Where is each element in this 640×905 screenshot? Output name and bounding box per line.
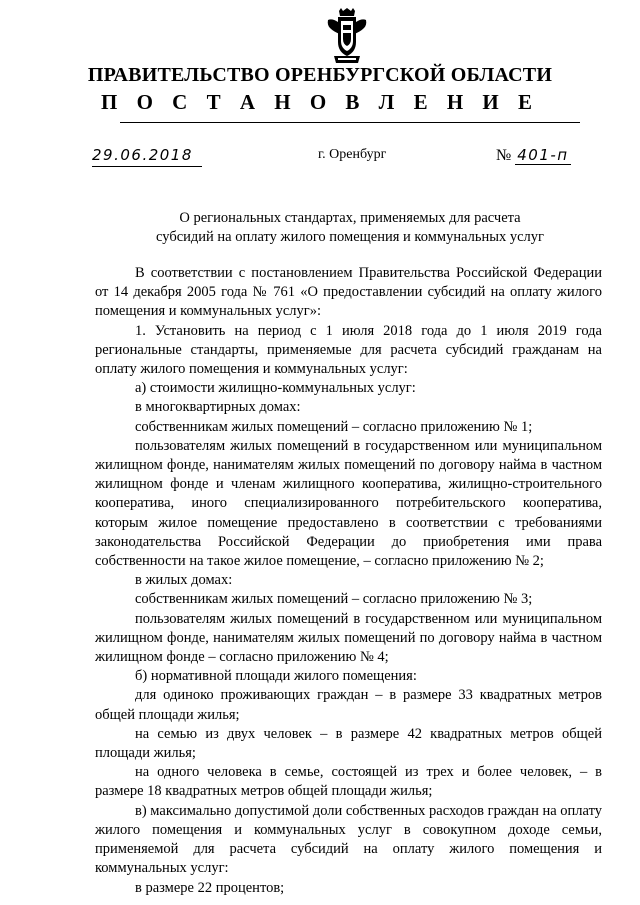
paragraph: собственникам жилых помещений – согласно приложению № 1; <box>135 418 533 435</box>
date-field <box>92 146 202 167</box>
paragraph: пользователям жилых помещений в государственном или муниципальном жилищном фонде, нанимателям жилых помещений по договору найма в частном жилищном фонде и членам жилищного кооператива, жилищно-строительного кооператива, иного специализированного потребительского кооператива, которым жилое помещение предоставлено в соответствии с требованиями законодательства Российской Федерации до приобретения ими права собственности на такое жилое помещение, – согласно приложению № 2; <box>95 437 602 570</box>
city: г. Оренбург <box>318 147 387 162</box>
next-page-bleed <box>20 893 620 899</box>
number-label: № <box>496 147 512 164</box>
document-number: 401-п <box>517 146 569 164</box>
document-body <box>95 264 602 898</box>
paragraph: на одного человека в семье, состоящей из трех и более человек, – в размере 18 квадратных метров общей площади жилья; <box>95 764 602 800</box>
document-subject <box>120 209 580 247</box>
coat-of-arms-icon <box>326 8 368 64</box>
header-divider <box>120 122 580 123</box>
paragraph: в размере 22 процентов; <box>135 879 285 896</box>
paragraph: а) стоимости жилищно-коммунальных услуг: <box>135 380 416 397</box>
paragraph: в) максимально допустимой доли собственных расходов граждан на оплату жилого помещения и коммунальных услуг в совокупном доходе семьи, применяемой для расчета субсидий на оплату жилого помещения и коммунальных услуг: <box>95 802 602 877</box>
document-date: 29.06.2018 <box>92 146 193 164</box>
paragraph: 1. Установить на период с 1 июля 2018 года до 1 июля 2019 года региональные стандарты, применяемые для расчета субсидий гражданам на оплату жилого помещения и коммунальных услуг: <box>95 322 602 378</box>
subject-line: субсидий на оплату жилого помещения и коммунальных услуг <box>156 229 544 245</box>
paragraph: собственникам жилых помещений – согласно приложению № 3; <box>135 591 533 608</box>
government-title: ПРАВИТЕЛЬСТВО ОРЕНБУРГСКОЙ ОБЛАСТИ <box>87 64 553 86</box>
paragraph: б) нормативной площади жилого помещения: <box>135 668 417 685</box>
document-type: П О С Т А Н О В Л Е Н И Е <box>100 90 539 114</box>
subject-line: О региональных стандартах, применяемых для расчета <box>179 210 521 226</box>
paragraph: пользователям жилых помещений в государственном или муниципальном жилищном фонде, нанимателям жилых помещений по договору найма в частном жилищном фонде – согласно приложению № 4; <box>95 610 602 666</box>
paragraph: В соответствии с постановлением Правительства Российской Федерации от 14 декабря 2005 года № 761 «О предоставлении субсидий на оплату жилого помещения и коммунальных услуг»: <box>95 265 602 320</box>
paragraph: в жилых домах: <box>135 572 233 589</box>
paragraph: в многоквартирных домах: <box>135 399 301 416</box>
paragraph: на семью из двух человек – в размере 42 квадратных метров общей площади жилья; <box>95 725 602 762</box>
number-field <box>496 146 571 165</box>
paragraph: для одиноко проживающих граждан – в размере 33 квадратных метров общей площади жилья; <box>95 687 602 723</box>
